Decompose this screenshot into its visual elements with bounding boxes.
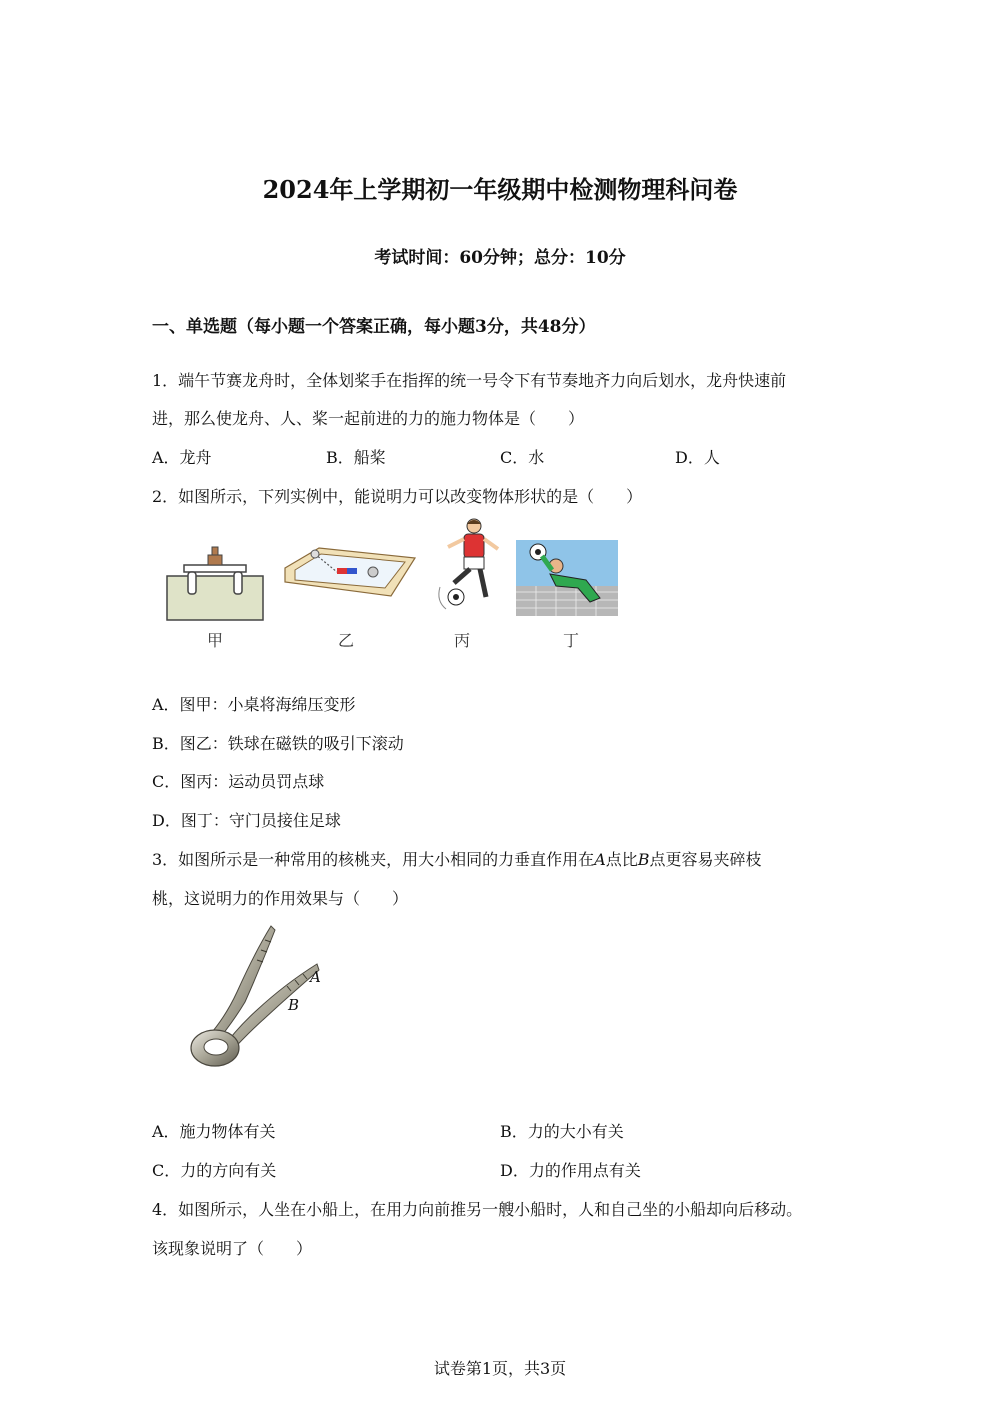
figure-caption-ding: 丁 xyxy=(563,631,580,650)
q2-option-d: D．图丁：守门员接住足球 xyxy=(152,811,341,830)
q3-option-c: C．力的方向有关 xyxy=(152,1161,277,1180)
q3-stem-part1: 3．如图所示是一种常用的核桃夹，用大小相同的力垂直作用在 xyxy=(152,850,595,869)
q4-stem-line1: 4．如图所示，人坐在小船上，在用力向前推另一艘小船时，人和自己坐的小船却向后移动。 xyxy=(152,1200,803,1219)
figure-caption-bing: 丙 xyxy=(454,631,471,650)
q4-stem-line2: 该现象说明了（ ） xyxy=(152,1239,313,1258)
q1-stem-line2: 进，那么使龙舟、人、桨一起前进的力的施力物体是（ ） xyxy=(152,409,585,428)
q3-stem-part3: 点更容易夹碎枝 xyxy=(649,850,762,869)
figure-penalty-kick xyxy=(434,517,506,613)
page-footer: 试卷第1页，共3页 xyxy=(433,1359,567,1378)
q2-option-c: C．图丙：运动员罚点球 xyxy=(152,772,325,791)
figure-caption-jia: 甲 xyxy=(207,631,224,650)
page-title: 2024年上学期初一年级期中检测物理科问卷 xyxy=(262,175,738,204)
q1-option-c: C．水 xyxy=(500,448,545,467)
figure-label-b: B xyxy=(288,996,300,1014)
figure-caption-yi: 乙 xyxy=(338,631,355,650)
q1-option-d: D．人 xyxy=(675,448,720,467)
q3-point-b: B xyxy=(637,850,650,869)
q1-option-a: A．龙舟 xyxy=(152,448,212,467)
q1-option-b: B．船桨 xyxy=(326,448,386,467)
exam-info: 考试时间：60分钟；总分：10分 xyxy=(374,248,626,268)
q2-option-b: B．图乙：铁球在磁铁的吸引下滚动 xyxy=(152,734,404,753)
q3-option-b: B．力的大小有关 xyxy=(500,1122,624,1141)
figure-nutcracker xyxy=(185,922,335,1072)
q3-option-a: A．施力物体有关 xyxy=(152,1122,276,1141)
q3-stem-line1 xyxy=(152,847,762,870)
figure-ball-and-magnet xyxy=(281,542,419,602)
section-heading: 一、单选题（每小题一个答案正确，每小题3分，共48分） xyxy=(152,317,596,337)
q2-option-a: A．图甲：小桌将海绵压变形 xyxy=(152,695,356,714)
q2-stem: 2．如图所示，下列实例中，能说明力可以改变物体形状的是（ ） xyxy=(152,487,643,506)
q3-stem-part2: 点比 xyxy=(605,850,638,869)
figure-table-on-sponge xyxy=(164,543,266,623)
q3-option-d: D．力的作用点有关 xyxy=(500,1161,641,1180)
figure-goalkeeper xyxy=(516,540,618,616)
q3-point-a: A xyxy=(594,850,606,869)
figure-label-a: A xyxy=(310,968,321,986)
q3-stem-line2: 桃，这说明力的作用效果与（ ） xyxy=(152,889,409,908)
q1-stem-line1: 1．端午节赛龙舟时，全体划桨手在指挥的统一号令下有节奏地齐力向后划水，龙舟快速前 xyxy=(152,371,787,390)
